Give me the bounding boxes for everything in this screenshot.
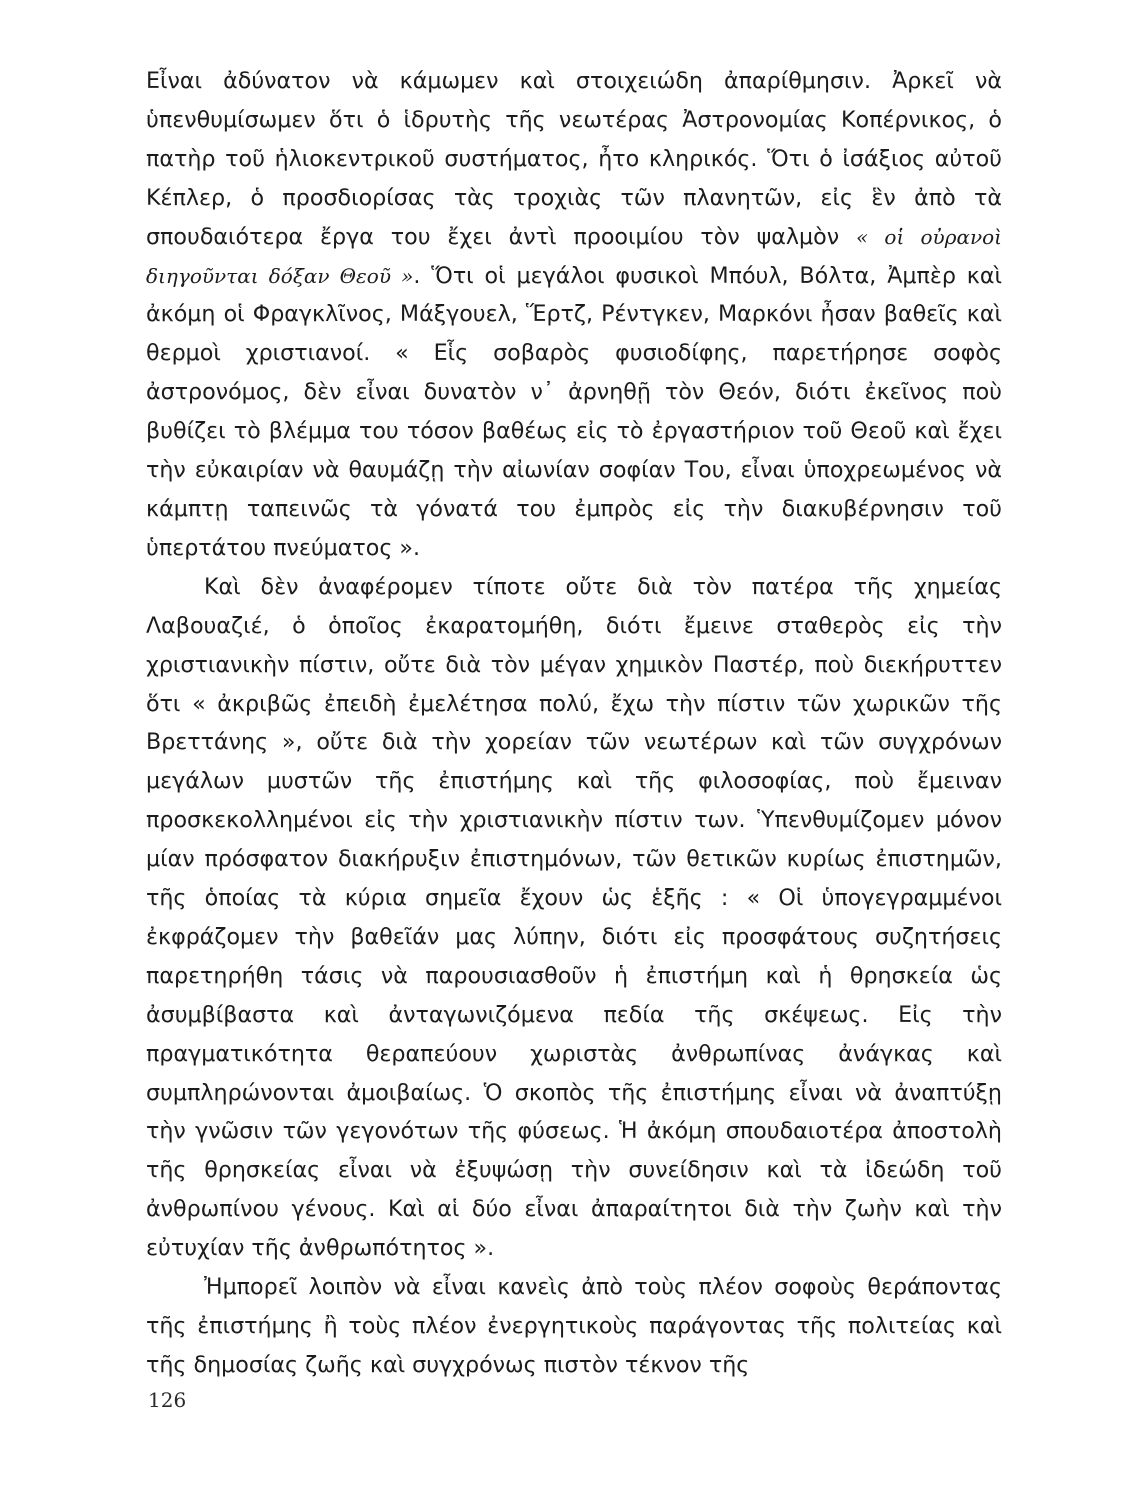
paragraph-1: [146, 62, 1002, 568]
page-number: 126: [148, 1388, 187, 1412]
paragraph-2: Καὶ δὲν ἀναφέρομεν τίποτε οὔτε διὰ τὸν πατέρα τῆς χημείας Λαβουαζιέ, ὁ ὁποῖος ἐκαρατομήθη, διότι ἔμεινε σταθερὸς εἰς τὴν χριστιανικὴν πίστιν, οὔτε διὰ τὸν μέγαν χημικὸν Παστέρ, ποὺ διεκήρυττεν ὅτι « ἀκριβῶς ἐπειδὴ ἐμελέτησα πολύ, ἔχω τὴν πίστιν τῶν χωρικῶν τῆς Βρεττάνης », οὔτε διὰ τὴν χορείαν τῶν νεωτέρων καὶ τῶν συγχρόνων μεγάλων μυστῶν τῆς ἐπιστήμης καὶ τῆς φιλοσοφίας, ποὺ ἔμειναν προσκεκολλημένοι εἰς τὴν χριστιανικὴν πίστιν των. Ὑπενθυμίζομεν μόνον μίαν πρόσφατον διακήρυξιν ἐπιστημόνων, τῶν θετικῶν κυρίως ἐπιστημῶν, τῆς ὁποίας τὰ κύρια σημεῖα ἔχουν ὡς ἑξῆς : « Οἱ ὑπογεγραμμένοι ἐκφράζομεν τὴν βαθεῖάν μας λύπην, διότι εἰς προσφάτους συζητήσεις παρετηρήθη τάσις νὰ παρουσιασθοῦν ἡ ἐπιστήμη καὶ ἡ θρησκεία ὡς ἀσυμβίβαστα καὶ ἀνταγωνιζόμενα πεδία τῆς σκέψεως. Εἰς τὴν πραγματικότητα θεραπεύουν χωριστὰς ἀνθρωπίνας ἀνάγκας καὶ συμπληρώνονται ἀμοιβαίως. Ὁ σκοπὸς τῆς ἐπιστήμης εἶναι νὰ ἀναπτύξῃ τὴν γνῶσιν τῶν γεγονότων τῆς φύσεως. Ἡ ἀκόμη σπουδαιοτέρα ἀποστολὴ τῆς θρησκείας εἶναι νὰ ἐξυψώσῃ τὴν συνείδησιν καὶ τὰ ἰδεώδη τοῦ ἀνθρωπίνου γένους. Καὶ αἱ δύο εἶναι ἀπαραίτητοι διὰ τὴν ζωὴν καὶ τὴν εὐτυχίαν τῆς ἀνθρωπότητος ».: [146, 573, 1002, 1262]
paragraph-1-text-start: Εἶναι ἀδύνατον νὰ κάμωμεν καὶ στοιχειώδη ἀπαρίθμησιν. Ἀρκεῖ νὰ ὑπενθυμίσωμεν ὅτι ὁ ἱδρυτὴς τῆς νεωτέρας Ἀστρονομίας Κοπέρνικος, ὁ πατὴρ τοῦ ἡλιοκεντρικοῦ συστήματος, ἦτο κληρικός. Ὅτι ὁ ἰσάξιος αὐτοῦ Κέπλερ, ὁ προσδιορίσας τὰς τροχιὰς τῶν πλανητῶν, εἰς ἓν ἀπὸ τὰ σπουδαιότερα ἔργα του ἔχει ἀντὶ προοιμίου τὸν ψαλμὸν: [146, 68, 1002, 250]
paragraph-3: Ἠμπορεῖ λοιπὸν νὰ εἶναι κανεὶς ἀπὸ τοὺς πλέον σοφοὺς θεράποντας τῆς ἐπιστήμης ἢ τοὺς πλέον ἐνεργητικοὺς παράγοντας τῆς πολιτείας καὶ τῆς δημοσίας ζωῆς καὶ συγχρόνως πιστὸν τέκνον τῆς: [146, 1274, 1002, 1378]
paragraph-1-text-end: . Ὅτι οἱ μεγάλοι φυσικοὶ Μπόυλ, Βόλτα, Ἀμπὲρ καὶ ἀκόμη οἱ Φραγκλῖνος, Μάξγουελ, Ἕρτζ, Ρέντγκεν, Μαρκόνι ἦσαν βαθεῖς καὶ θερμοὶ χριστιανοί. « Εἷς σοβαρὸς φυσιοδίφης, παρετήρησε σοφὸς ἀστρονόμος, δὲν εἶναι δυνατὸν ν᾽ ἀρνηθῇ τὸν Θεόν, διότι ἐκεῖνος ποὺ βυθίζει τὸ βλέμμα του τόσον βαθέως εἰς τὸ ἐργαστήριον τοῦ Θεοῦ καὶ ἔχει τὴν εὐκαιρίαν νὰ θαυμάζῃ τὴν αἰωνίαν σοφίαν Του, εἶναι ὑποχρεωμένος νὰ κάμπτῃ ταπεινῶς τὰ γόνατά του ἐμπρὸς εἰς τὴν διακυβέρνησιν τοῦ ὑπερτάτου πνεύματος ».: [146, 262, 1002, 561]
page-body: [146, 62, 1002, 1385]
psalm-quote: « οἱ οὐρανοὶ διηγοῦνται δόξαν Θεοῦ »: [146, 224, 1003, 288]
